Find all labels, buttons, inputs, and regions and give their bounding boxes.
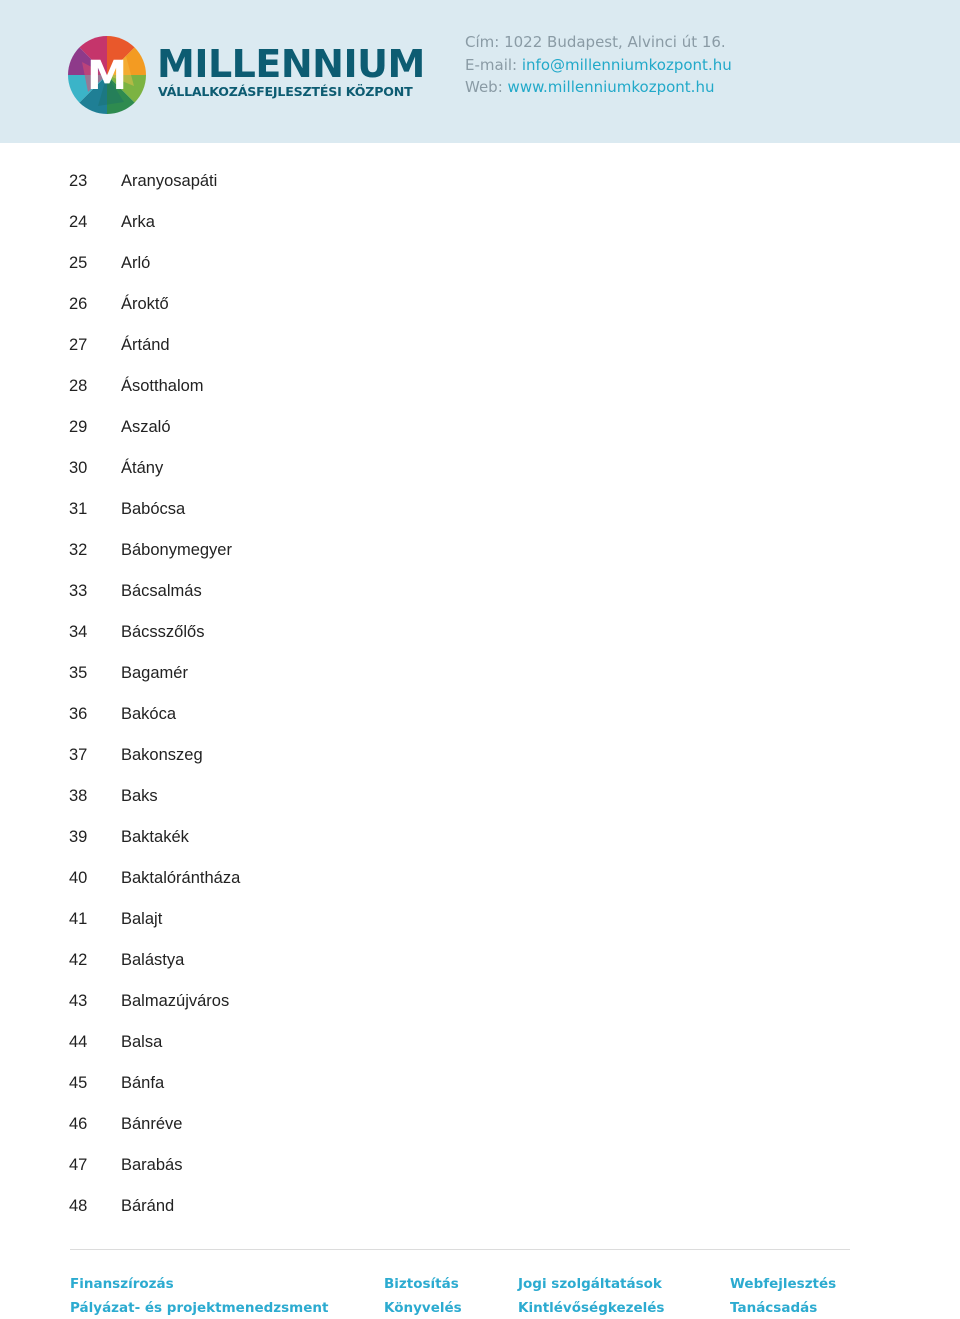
list-item-number: 46: [69, 1115, 88, 1133]
list-item-number: 34: [69, 623, 88, 641]
list-item-name: Balástya: [121, 951, 185, 969]
list-item: [69, 211, 469, 252]
list-item-number: 23: [69, 172, 88, 190]
list-item-name: Bakóca: [121, 705, 177, 723]
footer-link-finance[interactable]: Finanszírozás: [70, 1276, 174, 1292]
footer-link-project-management[interactable]: Pályázat- és projektmenedzsment: [70, 1300, 329, 1316]
list-item-name: Baktalórántháza: [121, 869, 241, 887]
list-item-number: 32: [69, 541, 88, 559]
list-item: [69, 170, 469, 211]
list-item-name: Babócsa: [121, 500, 186, 518]
address-label: Cím:: [465, 33, 500, 51]
list-item-name: Ártánd: [121, 336, 170, 354]
footer-col-2: [384, 1272, 462, 1319]
list-item-name: Bakonszeg: [121, 746, 203, 764]
list-item-number: 41: [69, 910, 88, 928]
list-item: [69, 1113, 469, 1154]
email-label: E-mail:: [465, 55, 518, 74]
list-item-number: 47: [69, 1156, 88, 1174]
list-item-name: Bánréve: [121, 1115, 183, 1133]
list-item: [69, 375, 469, 416]
list-item-number: 27: [69, 336, 88, 354]
footer-link-consulting[interactable]: Tanácsadás: [730, 1300, 818, 1316]
footer-divider: [70, 1249, 850, 1250]
settlement-list: [69, 170, 469, 1236]
list-item-name: Arló: [121, 254, 151, 272]
list-item: [69, 826, 469, 867]
list-item: [69, 1195, 469, 1236]
list-item-name: Bácsszőlős: [121, 623, 205, 641]
list-item: [69, 498, 469, 539]
list-item: [69, 1154, 469, 1195]
list-item: [69, 1072, 469, 1113]
email-link[interactable]: info@millenniumkozpont.hu: [521, 55, 732, 74]
list-item-number: 36: [69, 705, 88, 723]
list-item-number: 48: [69, 1197, 88, 1215]
list-item: [69, 416, 469, 457]
list-item-name: Aszaló: [121, 418, 171, 436]
list-item-number: 30: [69, 459, 88, 477]
list-item: [69, 580, 469, 621]
list-item-number: 44: [69, 1033, 88, 1051]
list-item-number: 40: [69, 869, 88, 887]
list-item-number: 42: [69, 951, 88, 969]
list-item-name: Balmazújváros: [121, 992, 230, 1010]
list-item-number: 29: [69, 418, 88, 436]
list-item: [69, 867, 469, 908]
footer-link-debt-collection[interactable]: Kintlévőségkezelés: [518, 1300, 665, 1316]
list-item-name: Arka: [121, 213, 155, 231]
list-item-name: Ároktő: [121, 295, 169, 313]
list-item: [69, 293, 469, 334]
footer-link-legal[interactable]: Jogi szolgáltatások: [518, 1276, 662, 1292]
list-item: [69, 949, 469, 990]
list-item-name: Bácsalmás: [121, 582, 202, 600]
footer-col-3: [518, 1272, 664, 1319]
list-item-number: 28: [69, 377, 88, 395]
list-item: [69, 662, 469, 703]
millennium-logo-icon: [68, 36, 146, 114]
list-item-number: 26: [69, 295, 88, 313]
list-item-number: 37: [69, 746, 88, 764]
list-item: [69, 252, 469, 293]
list-item-name: Balajt: [121, 910, 163, 928]
footer-col-1: [70, 1272, 328, 1319]
list-item-name: Bánfa: [121, 1074, 165, 1092]
list-item-name: Átány: [121, 459, 164, 477]
list-item-number: 35: [69, 664, 88, 682]
list-item-number: 24: [69, 213, 88, 231]
list-item-number: 38: [69, 787, 88, 805]
list-item: [69, 1031, 469, 1072]
list-item-name: Báránd: [121, 1197, 175, 1215]
list-item: [69, 334, 469, 375]
list-item: [69, 539, 469, 580]
web-label: Web:: [465, 78, 503, 96]
logo-letter: M: [87, 53, 127, 99]
brand-logo: [68, 36, 425, 116]
list-item-name: Balsa: [121, 1033, 163, 1051]
list-item-name: Bábonymegyer: [121, 541, 232, 559]
address-value: 1022 Budapest, Alvinci út 16.: [504, 33, 726, 51]
list-item: [69, 785, 469, 826]
contact-block: [465, 31, 732, 99]
list-item-number: 45: [69, 1074, 88, 1092]
list-item: [69, 703, 469, 744]
list-item-name: Ásotthalom: [121, 377, 204, 395]
list-item: [69, 908, 469, 949]
list-item: [69, 990, 469, 1031]
address-line: [465, 31, 732, 54]
web-line: [465, 76, 732, 99]
list-item-name: Baktakék: [121, 828, 189, 846]
list-item-name: Baks: [121, 787, 158, 805]
list-item: [69, 457, 469, 498]
list-item: [69, 744, 469, 785]
list-item-number: 25: [69, 254, 88, 272]
list-item-number: 39: [69, 828, 88, 846]
footer-link-web-development[interactable]: Webfejlesztés: [730, 1276, 837, 1292]
brand-name: MILLENNIUM: [157, 42, 425, 86]
brand-subtitle: VÁLLALKOZÁSFEJLESZTÉSI KÖZPONT: [158, 84, 413, 99]
list-item: [69, 621, 469, 662]
email-line: [465, 54, 732, 77]
footer-col-4: [730, 1272, 836, 1319]
list-item-number: 31: [69, 500, 88, 518]
list-item-name: Aranyosapáti: [121, 172, 218, 190]
list-item-name: Barabás: [121, 1156, 183, 1174]
web-link[interactable]: www.millenniumkozpont.hu: [507, 78, 715, 96]
list-item-number: 33: [69, 582, 88, 600]
list-item-name: Bagamér: [121, 664, 188, 682]
footer-link-insurance[interactable]: Biztosítás: [384, 1276, 459, 1292]
page-header: [0, 0, 960, 143]
list-item-number: 43: [69, 992, 88, 1010]
footer-link-accounting[interactable]: Könyvelés: [384, 1300, 462, 1316]
